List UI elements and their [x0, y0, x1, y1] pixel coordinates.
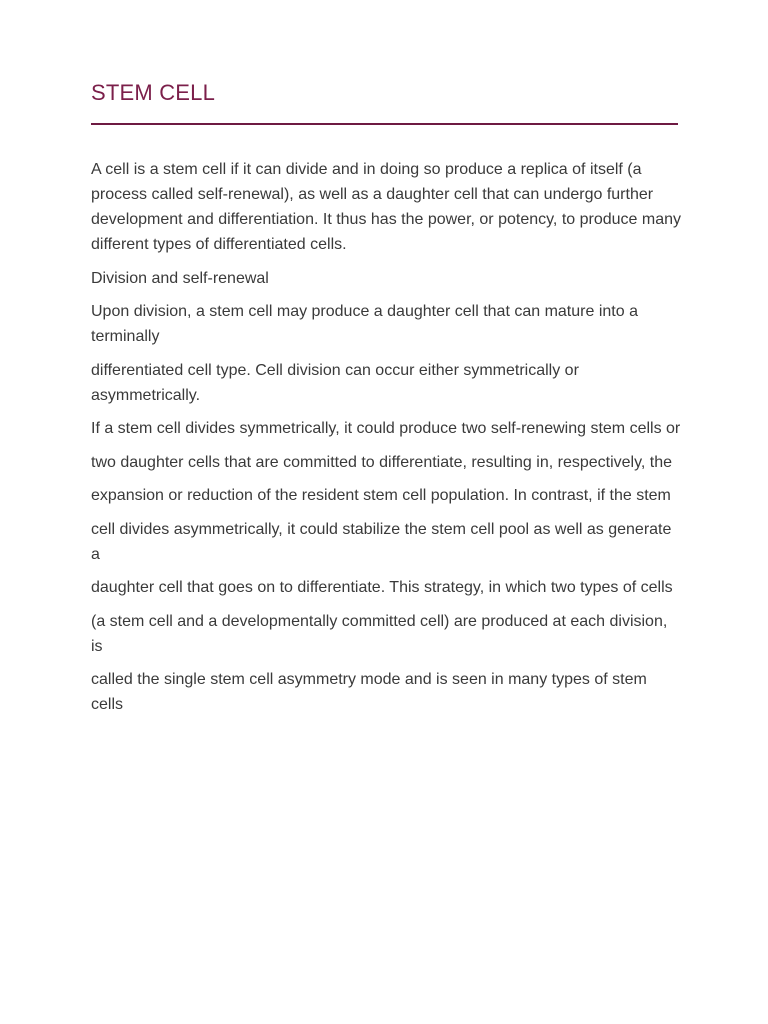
- paragraph: expansion or reduction of the resident stem cell population. In contrast, if the stem: [91, 487, 671, 504]
- paragraph: two daughter cells that are committed to differentiate, resulting in, respectively, the: [91, 453, 673, 471]
- paragraph: daughter cell that goes on to differentiate. This strategy, in which two types of cells: [91, 579, 673, 596]
- paragraph: (a stem cell and a developmentally committed cell) are produced at each division, is: [91, 612, 668, 655]
- paragraph: called the single stem cell asymmetry mode and is seen in many types of stem cells: [91, 671, 647, 713]
- document-title: STEM CELL: [91, 80, 216, 105]
- document-body: [91, 157, 681, 726]
- paragraph: Upon division, a stem cell may produce a daughter cell that can mature into a terminally: [91, 303, 638, 345]
- title-underline-divider: [91, 123, 678, 125]
- paragraph-intro: A cell is a stem cell if it can divide and in doing so produce a replica of itself (a process called self-renewal), as well as a daughter cell that can undergo further development and differentiation. It thus has the power, or potency, to produce many different types of differentiated cells.: [91, 161, 681, 253]
- paragraph: differentiated cell type. Cell division can occur either symmetrically or asymmetrically.: [91, 361, 579, 404]
- paragraph: cell divides asymmetrically, it could stabilize the stem cell pool as well as generate a: [91, 520, 672, 563]
- paragraph-subheading: Division and self-renewal: [91, 269, 269, 287]
- paragraph: If a stem cell divides symmetrically, it could produce two self-renewing stem cells or: [91, 420, 681, 437]
